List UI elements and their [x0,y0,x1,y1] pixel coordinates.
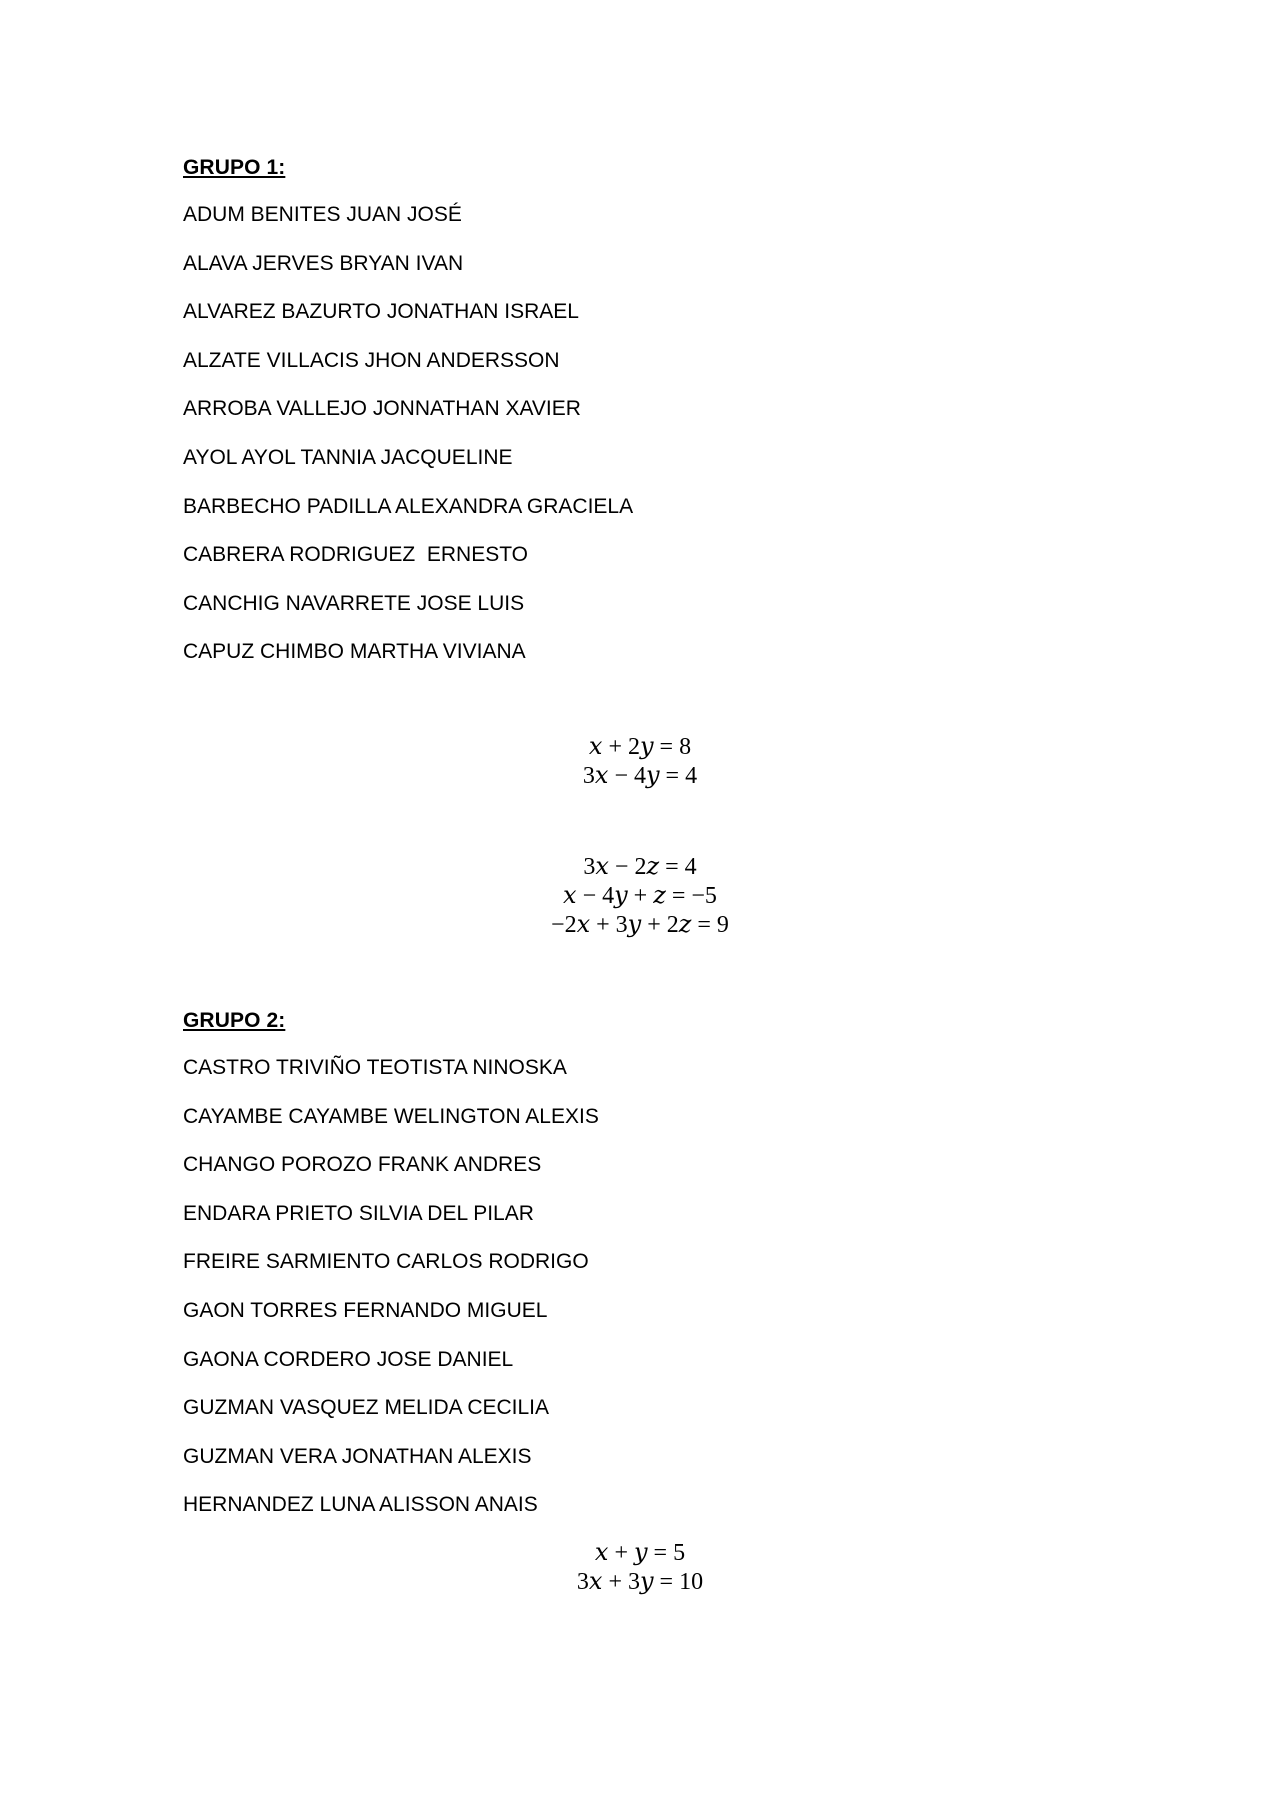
list-item: AYOL AYOL TANNIA JACQUELINE [183,445,513,469]
group-1-equation-system-1 [0,733,1280,791]
group-1-member-list [183,203,633,689]
group-2-title: GRUPO 2: [183,1009,286,1032]
equation: −2𝑥 + 3𝑦 + 2𝑧 = 9 [551,912,729,938]
list-item: CABRERA RODRIGUEZ ERNESTO [183,543,529,567]
group-2-equation-system-1 [0,1539,1280,1597]
list-item: ALAVA JERVES BRYAN IVAN [183,251,464,275]
equation: 𝑥 + 𝑦 = 5 [594,1540,686,1566]
list-item: GUZMAN VERA JONATHAN ALEXIS [183,1444,532,1468]
list-item: GAON TORRES FERNANDO MIGUEL [183,1298,548,1322]
list-item: CANCHIG NAVARRETE JOSE LUIS [183,591,525,615]
list-item: CHANGO POROZO FRANK ANDRES [183,1153,542,1177]
group-1-title: GRUPO 1: [183,156,286,179]
list-item: CAPUZ CHIMBO MARTHA VIVIANA [183,640,526,664]
equation: 𝑥 + 2𝑦 = 8 [588,734,692,760]
list-item: ARROBA VALLEJO JONNATHAN XAVIER [183,397,581,421]
list-item: FREIRE SARMIENTO CARLOS RODRIGO [183,1250,589,1274]
list-item: CASTRO TRIVIÑO TEOTISTA NINOSKA [183,1056,567,1079]
list-item: HERNANDEZ LUNA ALISSON ANAIS [183,1493,538,1517]
list-item: CAYAMBE CAYAMBE WELINGTON ALEXIS [183,1104,599,1128]
equation: 3𝑥 − 4𝑦 = 4 [582,763,698,789]
equation: 3𝑥 − 2𝑧 = 4 [583,854,697,880]
list-item: GUZMAN VASQUEZ MELIDA CECILIA [183,1396,550,1420]
group-1-equation-system-2 [0,853,1280,940]
equation: 𝑥 − 4𝑦 + 𝑧 = −5 [563,883,717,909]
list-item: ADUM BENITES JUAN JOSÉ [183,203,462,226]
list-item: BARBECHO PADILLA ALEXANDRA GRACIELA [183,494,634,518]
list-item: GAONA CORDERO JOSE DANIEL [183,1347,514,1371]
group-2-member-list [183,1056,599,1542]
list-item: ALVAREZ BAZURTO JONATHAN ISRAEL [183,300,579,324]
equation: 3𝑥 + 3𝑦 = 10 [576,1569,704,1595]
list-item: ALZATE VILLACIS JHON ANDERSSON [183,348,560,372]
list-item: ENDARA PRIETO SILVIA DEL PILAR [183,1201,534,1225]
